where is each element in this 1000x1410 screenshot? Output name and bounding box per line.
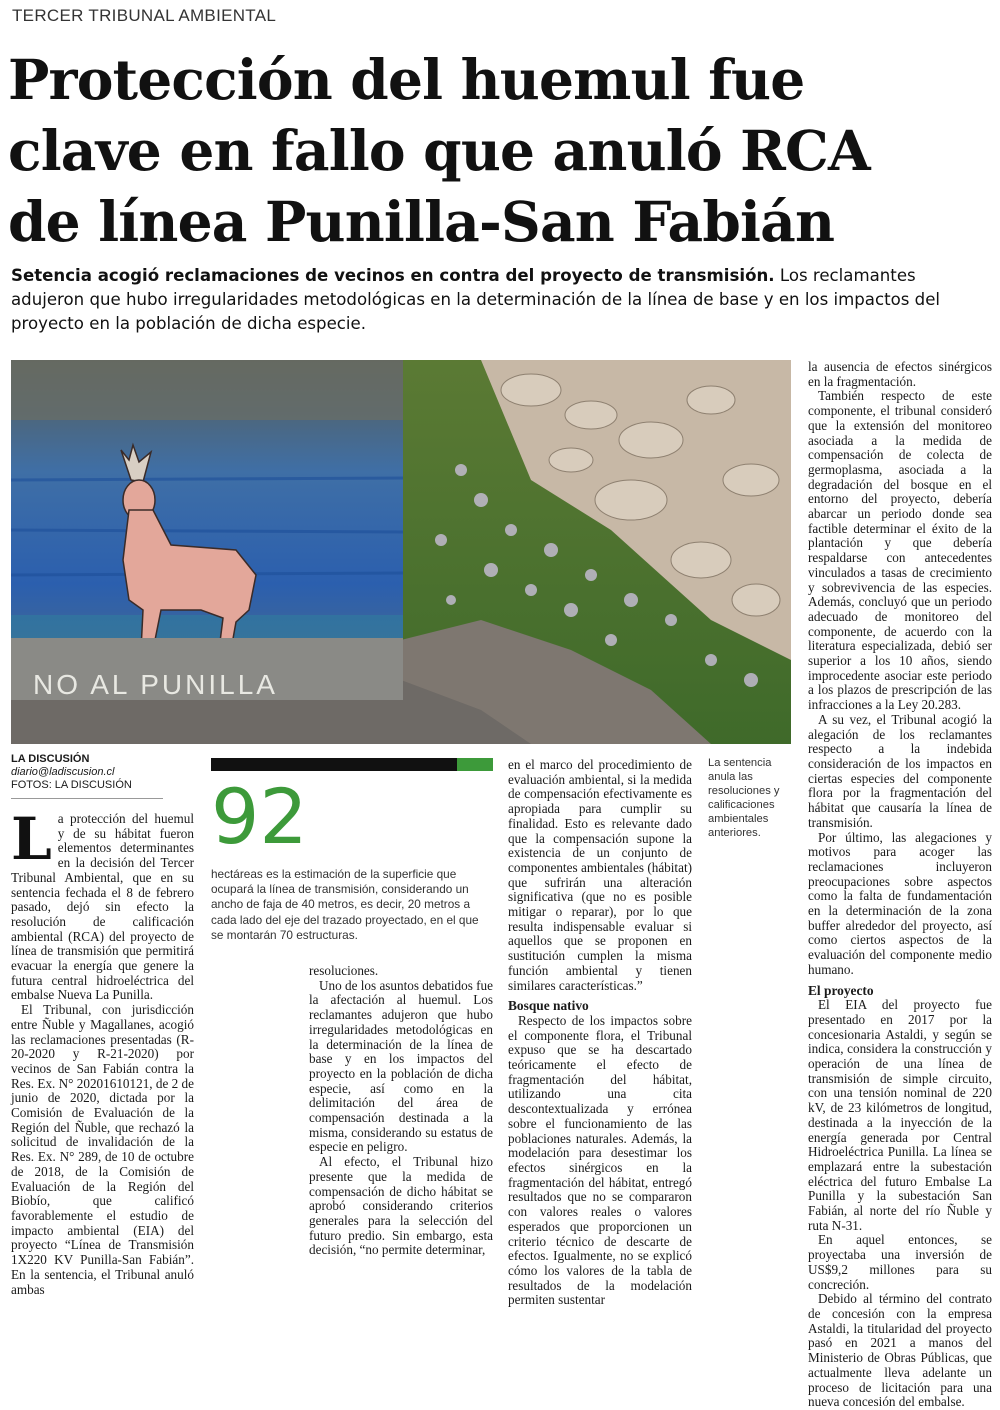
lede-bold: Setencia acogió reclamaciones de vecinos en contra del proyecto de transmisión. — [11, 266, 775, 285]
paragraph: Debido al término del contrato de concesión con la empresa Astaldi, la titularidad del proyecto pasó en 2021 a manos del Ministerio de Obras Públicas, que actualmente lleva adelante un proceso de licitación para una nueva concesión del embalse. — [808, 1291, 992, 1410]
paragraph: También respecto de este componente, el tribunal consideró que la extensión del monitoreo asociada a la medida de compensación de colecta de germoplasma, asociada a la degradación del bosque en el entorno del proyecto, debería abarcar un periodo donde sea factible determinar el éxito de la plantación y que debería respaldarse con antecedentes vinculados a tasas de crecimiento y sobrevivencia de las especies. Además, concluyó que un periodo adecuado de monitoreo del componente, de acuerdo con la literatura especializada, debió ser superior a los 10 años, siendo improcedente asociar este periodo a los plazos de prescripción de las infracciones a la Ley 20.283. — [808, 388, 992, 713]
paragraph: Respecto de los impactos sobre el componente flora, el Tribunal expuso que se ha descartado teóricamente el efecto de fragmentación del hábitat, utilizando una cita descontextualizada y errónea sobre el funcionamiento de las poblaciones naturales. Además, la modelación para desestimar los efectos sinérgicos en la fragmentación del hábitat, entregó resultados que no se compararon con valores reales o valores esperados que proporcionen un criterio técnico de descarte de efectos. Igualmente, no se explicó cómo los valores de la tabla de resultados de la modelación permiten sustentar — [508, 1012, 692, 1308]
paragraph: Al efecto, el Tribunal hizo presente que la medida de compensación de dicho hábitat se aprobó considerando criterios generales para la selección del futuro predio. Sin embargo, esta decisión, “no permite determinar, — [309, 1154, 493, 1258]
article-column-4 — [808, 360, 992, 1410]
paragraph: resoluciones. — [309, 963, 379, 978]
headline-line: de línea Punilla-San Fabián — [8, 189, 835, 254]
subheading-bosque-nativo: Bosque nativo — [508, 998, 589, 1014]
stat-bar-green — [457, 758, 493, 771]
photo-caption: La sentencia anula las resoluciones y calificaciones ambientales anteriores. — [708, 757, 780, 839]
paragraph: A su vez, el Tribunal acogió la alegación de los reclamantes respecto a la indebida consideración de los impactos en ciertas especies del componente flora por la fragmentación del hábitat que causaría la línea de transmisión. — [808, 711, 992, 830]
byline-divider — [11, 798, 163, 799]
byline-org: LA DISCUSIÓN — [11, 753, 90, 765]
stat-description: hectáreas es la estimación de la superficie que ocupará la línea de transmisión, considerando un ancho de faja de 40 metros, es decir, 20 metros a cada lado del eje del trazado proyectado, en el que se montarán 70 estructuras. — [211, 867, 479, 942]
subheading-el-proyecto: El proyecto — [808, 982, 874, 998]
headline-line: clave en fallo que anuló RCA — [8, 118, 870, 183]
paragraph: En aquel entonces, se proyectaba una inversión de US$9,2 millones para su concreción. — [808, 1232, 992, 1292]
paragraph: El Tribunal, con jurisdicción entre Ñuble y Magallanes, acogió las reclamaciones presentadas (R-20-2020 y R-21-2020) por vecinos de San Fabián contra la Res. Ex. N° 20201610121, de 2 de junio de 2020, dictada por la Comisión de Evaluación de la Región del Ñuble, que rechazó la solicitud de invalidación de la Res. Ex. N° 289, de 10 de octubre de 2018, de la Comisión de Evaluación de la Región del Biobío, que calificó favorablemente el estudio de impacto ambiental (EIA) del proyecto “Línea de Transmisión 1X220 KV Punilla-San Fabián”. En la sentencia, el Tribunal anuló ambas — [11, 1002, 194, 1297]
lede — [11, 264, 991, 336]
lede-text: Los reclamantes adujeron que hubo irregularidades metodológicas en la determinación de la línea de base y en los impactos del proyecto en la población de dicha especie. — [11, 266, 941, 333]
mural-text: NO AL PUNILLA — [33, 669, 278, 700]
article-column-1 — [11, 805, 194, 1297]
paragraph: a protección del huemul y de su hábitat fueron elementos determinantes en la decisión del Tercer Tribunal Ambiental, que en su sentencia fechada el 8 de febrero pasado, dejó sin efecto la resolución de calificación ambiental (RCA) del proyecto de línea de transmisión que permitirá evacuar la energía que genere la futura central hidroeléctrica del embalse Nueva La Punilla. — [11, 811, 194, 1003]
headline — [8, 44, 998, 257]
headline-line: Protección del huemul fue — [8, 47, 805, 112]
byline-email[interactable]: diario@ladiscusion.cl — [11, 766, 115, 778]
photo-credit: FOTOS: LA DISCUSIÓN — [11, 779, 132, 791]
paragraph: en el marco del procedimiento de evaluación ambiental, si la medida de compensación efectivamente es apropiada para cumplir su finalidad. Esto es relevante dado que la compensación supone la existencia de un conjunto de componentes ambientales (hábitat) que sufrirán una alteración significativa (que no es posible mitigar o reparar), por lo que resulta indispensable evaluar si aquellos que se proponen en sustitución cumplen la misma función ambiental y tienen similares características.” — [508, 757, 692, 993]
paragraph: Uno de los asuntos debatidos fue la afectación al huemul. Los reclamantes adujeron que hubo irregularidades metodológicas en la determinación de la línea de base y en los impactos del proyecto en la población de dicha especie, así como en la delimitación del área de compensación destinada a la misma, considerando su estatus de especie en peligro. — [309, 977, 493, 1155]
byline — [11, 753, 201, 799]
paragraph: la ausencia de efectos sinérgicos en la fragmentación. — [808, 359, 992, 389]
paragraph: Por último, las alegaciones y motivos para acoger las reclamaciones incluyeron preocupaciones sobre aspectos como la falta de fundamentación en la determinación de la zona buffer alrededor del proyecto, así como ciertos aspectos de la evaluación del componente medio humano. — [808, 829, 992, 977]
drop-cap: L — [11, 805, 52, 873]
article-photo — [11, 360, 791, 744]
section-label: TERCER TRIBUNAL AMBIENTAL — [12, 6, 277, 25]
article-column-3 — [508, 758, 692, 1308]
paragraph: El EIA del proyecto fue presentado en 2017 por la concesionaria Astaldi, y según se indica, considera la construcción y operación de una línea de transmisión de simple circuito, con una tensión nominal de 220 kV, de 23 kilómetros de longitud, destinada a la inyección de la energía generada por Central Hidroeléctrica Punilla. La línea se emplazará entre la subestación eléctrica del futuro Embalse La Punilla y la subestación San Fabián, al norte del río Ñuble y ruta N-31. — [808, 997, 992, 1233]
article-column-2 — [309, 964, 493, 1258]
stat-number: 92 — [211, 772, 308, 861]
mural-photo — [11, 360, 791, 744]
stat-bar-black — [211, 758, 457, 771]
